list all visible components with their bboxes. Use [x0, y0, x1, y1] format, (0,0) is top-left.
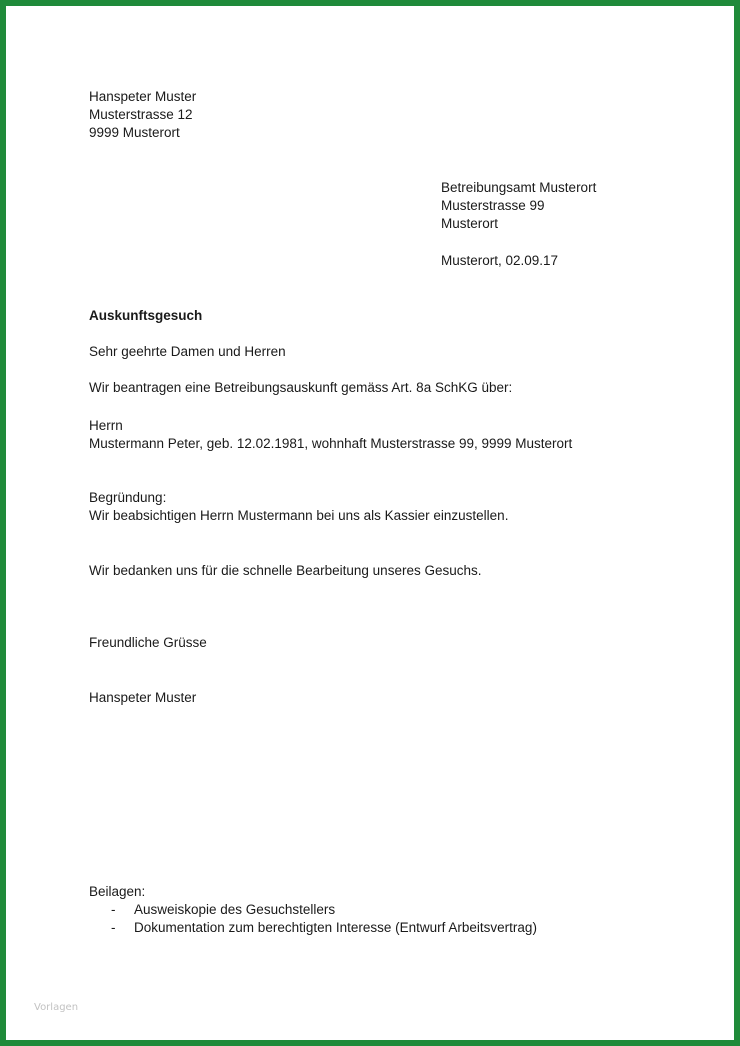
closing-line: Freundliche Grüsse — [89, 635, 207, 650]
enclosure-item-text: Dokumentation zum berechtigten Interesse (Entwurf Arbeitsvertrag) — [134, 920, 537, 935]
reason-block — [89, 489, 508, 525]
signature-name: Hanspeter Muster — [89, 690, 197, 705]
thanks-paragraph: Wir bedanken uns für die schnelle Bearbeitung unseres Gesuchs. — [89, 563, 482, 578]
enclosures-list — [89, 901, 537, 937]
person-details: Mustermann Peter, geb. 12.02.1981, wohnhaft Musterstrasse 99, 9999 Musterort — [89, 436, 573, 451]
sender-name: Hanspeter Muster — [89, 89, 197, 104]
salutation: Sehr geehrte Damen und Herren — [89, 344, 286, 359]
reason-text: Wir beabsichtigen Herrn Mustermann bei uns als Kassier einzustellen. — [89, 508, 509, 523]
enclosure-item-text: Ausweiskopie des Gesuchstellers — [134, 902, 336, 917]
sender-address — [89, 88, 196, 142]
enclosures-block — [89, 883, 537, 937]
enclosures-label: Beilagen: — [89, 884, 146, 899]
subject-line: Auskunftsgesuch — [89, 308, 203, 323]
sender-street: Musterstrasse 12 — [89, 107, 193, 122]
watermark-text: Vorlagen — [34, 1002, 79, 1013]
date-line: Musterort, 02.09.17 — [441, 253, 559, 268]
person-block — [89, 417, 572, 453]
recipient-address — [441, 179, 596, 233]
recipient-city: Musterort — [441, 216, 499, 231]
sender-city: 9999 Musterort — [89, 125, 180, 140]
list-dash: - — [111, 920, 116, 935]
enclosure-item — [89, 919, 537, 937]
reason-label: Begründung: — [89, 490, 167, 505]
intro-paragraph: Wir beantragen eine Betreibungsauskunft gemäss Art. 8a SchKG über: — [89, 380, 513, 395]
recipient-name: Betreibungsamt Musterort — [441, 180, 597, 195]
recipient-street: Musterstrasse 99 — [441, 198, 545, 213]
enclosure-item — [89, 901, 537, 919]
person-title: Herrn — [89, 418, 123, 433]
list-dash: - — [111, 902, 116, 917]
